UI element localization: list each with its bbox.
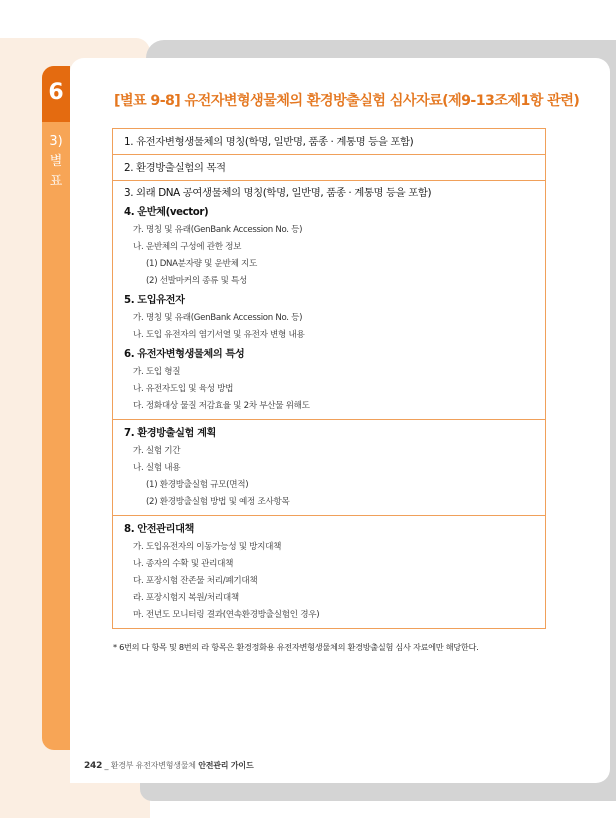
list-subitem: (1) DNA분자량 및 운반체 지도 [146,259,258,269]
section-title: 6. 유전자변형생물체의 특성 [124,349,245,360]
footer-separator: _ [102,761,111,770]
list-subitem: (2) 환경방출실험 방법 및 예정 조사항목 [146,497,290,507]
section-title: 4. 운반체(vector) [124,207,209,218]
section-vector [124,204,535,290]
table-row [113,420,545,516]
list-subitem: (1) 환경방출실험 규모(면적) [146,480,249,490]
section-title: 5. 도입유전자 [124,295,185,306]
requirements-table [112,128,546,629]
page-footer [84,760,253,771]
list-item: 가. 실험 기간 [133,446,181,456]
footer-text: 환경부 유전자변형생물체 [110,761,199,770]
list-item: 나. 유전자도입 및 육성 방법 [133,384,234,394]
section-char-1: 별 [49,154,63,169]
list-item: 가. 명칭 및 유래(GenBank Accession No. 등) [133,313,303,323]
list-item: 다. 정화대상 물질 저감효율 및 2차 부산물 위해도 [133,401,310,411]
row-title: 2. 환경방출실험의 목적 [124,162,226,174]
row-title: 1. 유전자변형생물체의 명칭(학명, 일반명, 품종 · 계통명 등을 포함) [124,136,414,148]
row-title: 8. 안전관리대책 [124,524,194,535]
list-item: 나. 실험 내용 [133,463,181,473]
list-item: 가. 도입 형질 [133,367,181,377]
section-characteristics [124,346,535,415]
section-number: 3) [49,134,63,149]
table-row [113,516,545,628]
section-char-2: 표 [49,174,63,189]
list-item: 나. 도입 유전자의 염기서열 및 유전자 변형 내용 [133,330,305,340]
list-item: 가. 명칭 및 유래(GenBank Accession No. 등) [133,225,303,235]
section-label [42,132,70,192]
footer-text-bold: 안전관리 가이드 [198,761,254,770]
chapter-number: 6 [48,80,64,105]
page-number: 242 [84,761,103,771]
list-subitem: (2) 선발마커의 종류 및 특성 [146,276,248,286]
list-item: 다. 포장시험 잔존물 처리/폐기대책 [133,576,258,586]
table-row [113,129,545,155]
page-title: [별표 9-8] 유전자변형생물체의 환경방출실험 심사자료(제9-13조제1항 관련) [114,93,580,109]
row-title: 3. 외래 DNA 공여생물체의 명칭(학명, 일반명, 품종 · 계통명 등을 포함) [124,187,432,199]
table-row [113,181,545,420]
list-item: 가. 도입유전자의 이동가능성 및 방지대책 [133,542,282,552]
footnote: * 6번의 다 항목 및 8번의 라 항목은 환경정화용 유전자변형생물체의 환경방출실험 심사 자료에만 해당한다. [113,642,479,652]
list-item: 라. 포장시험지 복원/처리대책 [133,593,239,603]
row-title: 7. 환경방출실험 계획 [124,428,216,439]
list-item: 마. 전년도 모니터링 결과(연속환경방출실험인 경우) [133,610,320,620]
list-item: 나. 종자의 수확 및 관리대책 [133,559,234,569]
list-item: 나. 운반체의 구성에 관한 정보 [133,242,242,252]
table-row [113,155,545,181]
section-transgene [124,292,535,344]
